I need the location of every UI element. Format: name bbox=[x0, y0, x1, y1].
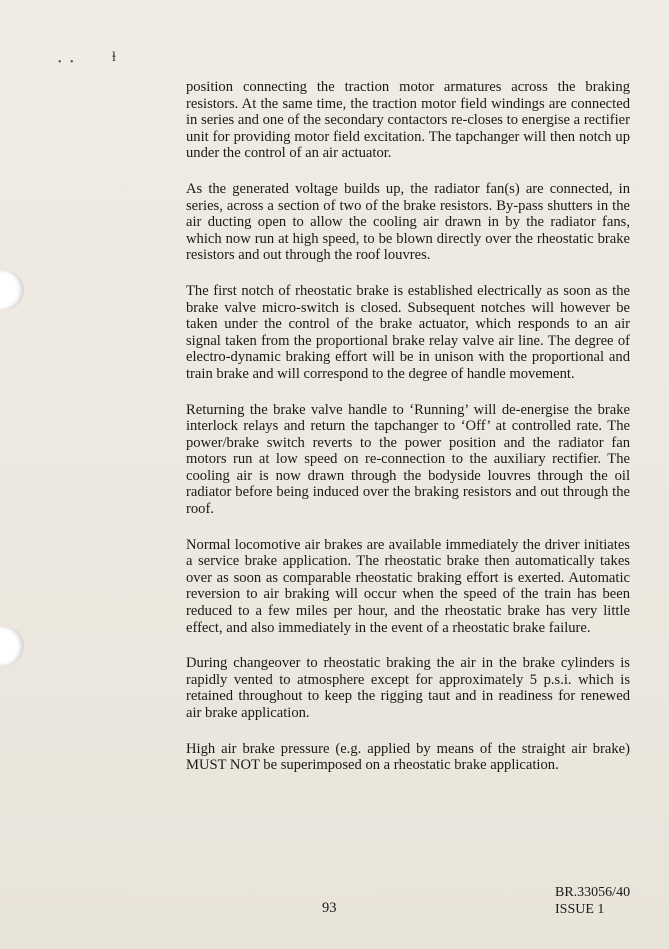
reference-number: BR.33056/40 bbox=[555, 885, 631, 900]
punch-hole bbox=[0, 626, 24, 666]
paragraph: position connecting the traction motor armatures across the braking resistors. At the same time, the traction motor field windings are connected in series and one of the secondary contactors re-closes to energise a rectifier unit for providing motor field excitation. The tapchanger will then notch up under the control of an air actuator. bbox=[186, 79, 630, 162]
body-text bbox=[186, 79, 630, 774]
paragraph: High air brake pressure (e.g. applied by means of the straight air brake) MUST NOT be superimposed on a rheostatic brake application. bbox=[186, 740, 630, 774]
paragraph: Returning the brake valve handle to ‘Running’ will de-energise the brake interlock relays and return the tapchanger to ‘Off’ at controlled rate. The power/brake switch reverts to the power position and the radiator fan motors run at low speed on re-connection to the auxiliary rectifier. The cooling air is now drawn through the bodyside louvres through the oil radiator before being induced over the braking resistors and out through the roof. bbox=[186, 401, 630, 518]
document-reference bbox=[555, 884, 630, 918]
punch-hole bbox=[0, 270, 24, 310]
paragraph: During changeover to rheostatic braking the air in the brake cylinders is rapidly vented to atmosphere except for approximately 5 p.s.i. which is retained throughout to keep the rigging taut and in readiness for renewed air brake application. bbox=[186, 655, 630, 721]
paragraph: As the generated voltage builds up, the radiator fan(s) are connected, in series, across a section of two of the brake resistors. By-pass shutters in the air ducting open to allow the cooling air drawn in by the radiator fans, which now run at high speed, to be blown directly over the rheostatic brake resistors and out through the roof louvres. bbox=[186, 180, 630, 264]
paper-speck: • • bbox=[58, 57, 77, 68]
page-number: 93 bbox=[322, 900, 337, 916]
paragraph: Normal locomotive air brakes are available immediately the driver initiates a service brake application. The rheostatic brake then automatically takes over as soon as comparable rheostatic braking effort is exerted. Automatic reversion to air braking will occur when the speed of the train has been reduced to a few miles per hour, and the rheostatic brake has very little effect, and also immediately in the event of a rheostatic brake failure. bbox=[186, 536, 630, 636]
issue-number: ISSUE 1 bbox=[555, 902, 605, 917]
paragraph: The first notch of rheostatic brake is established electrically as soon as the brake valve micro-switch is closed. Subsequent notches will however be taken under the control of the brake actuator, which responds to an air signal taken from the proportional brake relay valve air line. The degree of electro-dynamic braking effort will be in unison with the proportional and train brake and will correspond to the degree of handle movement. bbox=[186, 282, 630, 382]
paper-speck: ɫ bbox=[112, 50, 116, 65]
